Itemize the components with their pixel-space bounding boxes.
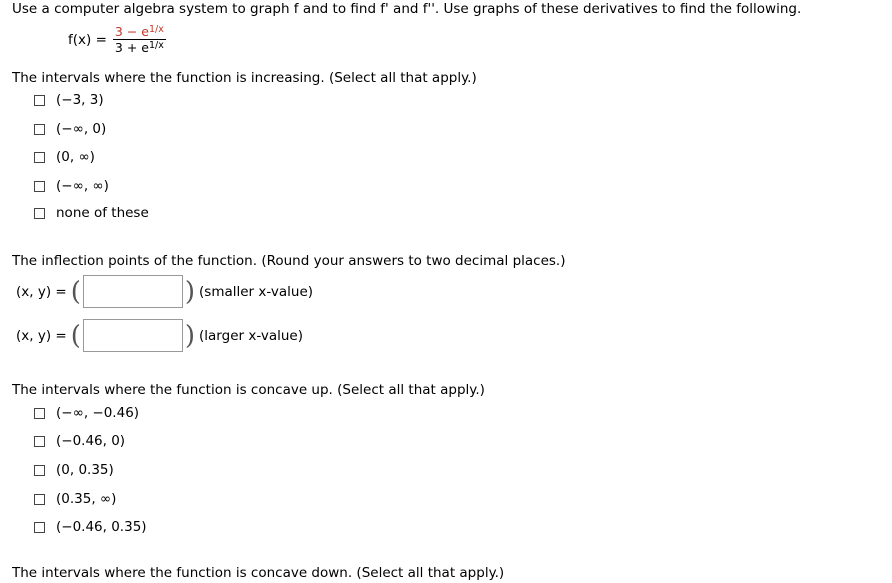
increasing-question: The intervals where the function is increasing. (Select all that apply.) xyxy=(12,70,477,86)
inflection-larger-input[interactable] xyxy=(83,319,183,352)
xy-label: (x, y) = xyxy=(16,283,67,300)
concave-up-option-1[interactable]: (−∞, −0.46) xyxy=(34,405,139,421)
inflection-question: The inflection points of the function. (Round your answers to two decimal places.) xyxy=(12,253,566,269)
concave-up-question: The intervals where the function is concave up. (Select all that apply.) xyxy=(12,382,485,398)
increasing-option-2[interactable]: (−∞, 0) xyxy=(34,121,106,137)
increasing-option-5[interactable]: none of these xyxy=(34,205,149,221)
fraction-numerator: $3 - e^{1/x}$ xyxy=(114,24,164,39)
inflection-smaller-input[interactable] xyxy=(83,275,183,308)
inflection-larger-row xyxy=(16,319,303,352)
instructions: Use a computer algebra system to graph f and to find f' and f''. Use graphs of these derivatives to find the following. xyxy=(12,1,802,17)
function-definition xyxy=(68,24,166,55)
concave-up-option-2[interactable]: (−0.46, 0) xyxy=(34,433,125,449)
checkbox[interactable] xyxy=(34,208,45,219)
concave-up-option-4[interactable]: (0.35, ∞) xyxy=(34,491,116,507)
checkbox[interactable] xyxy=(34,124,45,135)
function-label: f(x) = xyxy=(68,31,107,48)
concave-up-option-5[interactable]: (−0.46, 0.35) xyxy=(34,519,147,535)
left-paren: ( xyxy=(70,320,81,351)
left-paren: ( xyxy=(70,276,81,307)
fraction-denominator: $3 + e^{1/x}$ xyxy=(114,40,164,55)
right-paren: ) xyxy=(184,320,196,351)
concave-up-option-3[interactable]: (0, 0.35) xyxy=(34,462,114,478)
inflection-smaller-row xyxy=(16,275,313,308)
function-fraction xyxy=(113,24,166,55)
checkbox[interactable] xyxy=(34,494,45,505)
checkbox[interactable] xyxy=(34,408,45,419)
increasing-option-4[interactable]: (−∞, ∞) xyxy=(34,178,109,194)
checkbox[interactable] xyxy=(34,181,45,192)
checkbox[interactable] xyxy=(34,95,45,106)
right-paren: ) xyxy=(184,276,196,307)
checkbox[interactable] xyxy=(34,152,45,163)
concave-down-question: The intervals where the function is concave down. (Select all that apply.) xyxy=(12,565,505,581)
smaller-note: (smaller x-value) xyxy=(199,283,314,300)
increasing-option-1[interactable]: (−3, 3) xyxy=(34,92,104,108)
checkbox[interactable] xyxy=(34,522,45,533)
checkbox[interactable] xyxy=(34,465,45,476)
increasing-option-3[interactable]: (0, ∞) xyxy=(34,149,95,165)
checkbox[interactable] xyxy=(34,436,45,447)
xy-label: (x, y) = xyxy=(16,327,67,344)
larger-note: (larger x-value) xyxy=(199,327,303,344)
